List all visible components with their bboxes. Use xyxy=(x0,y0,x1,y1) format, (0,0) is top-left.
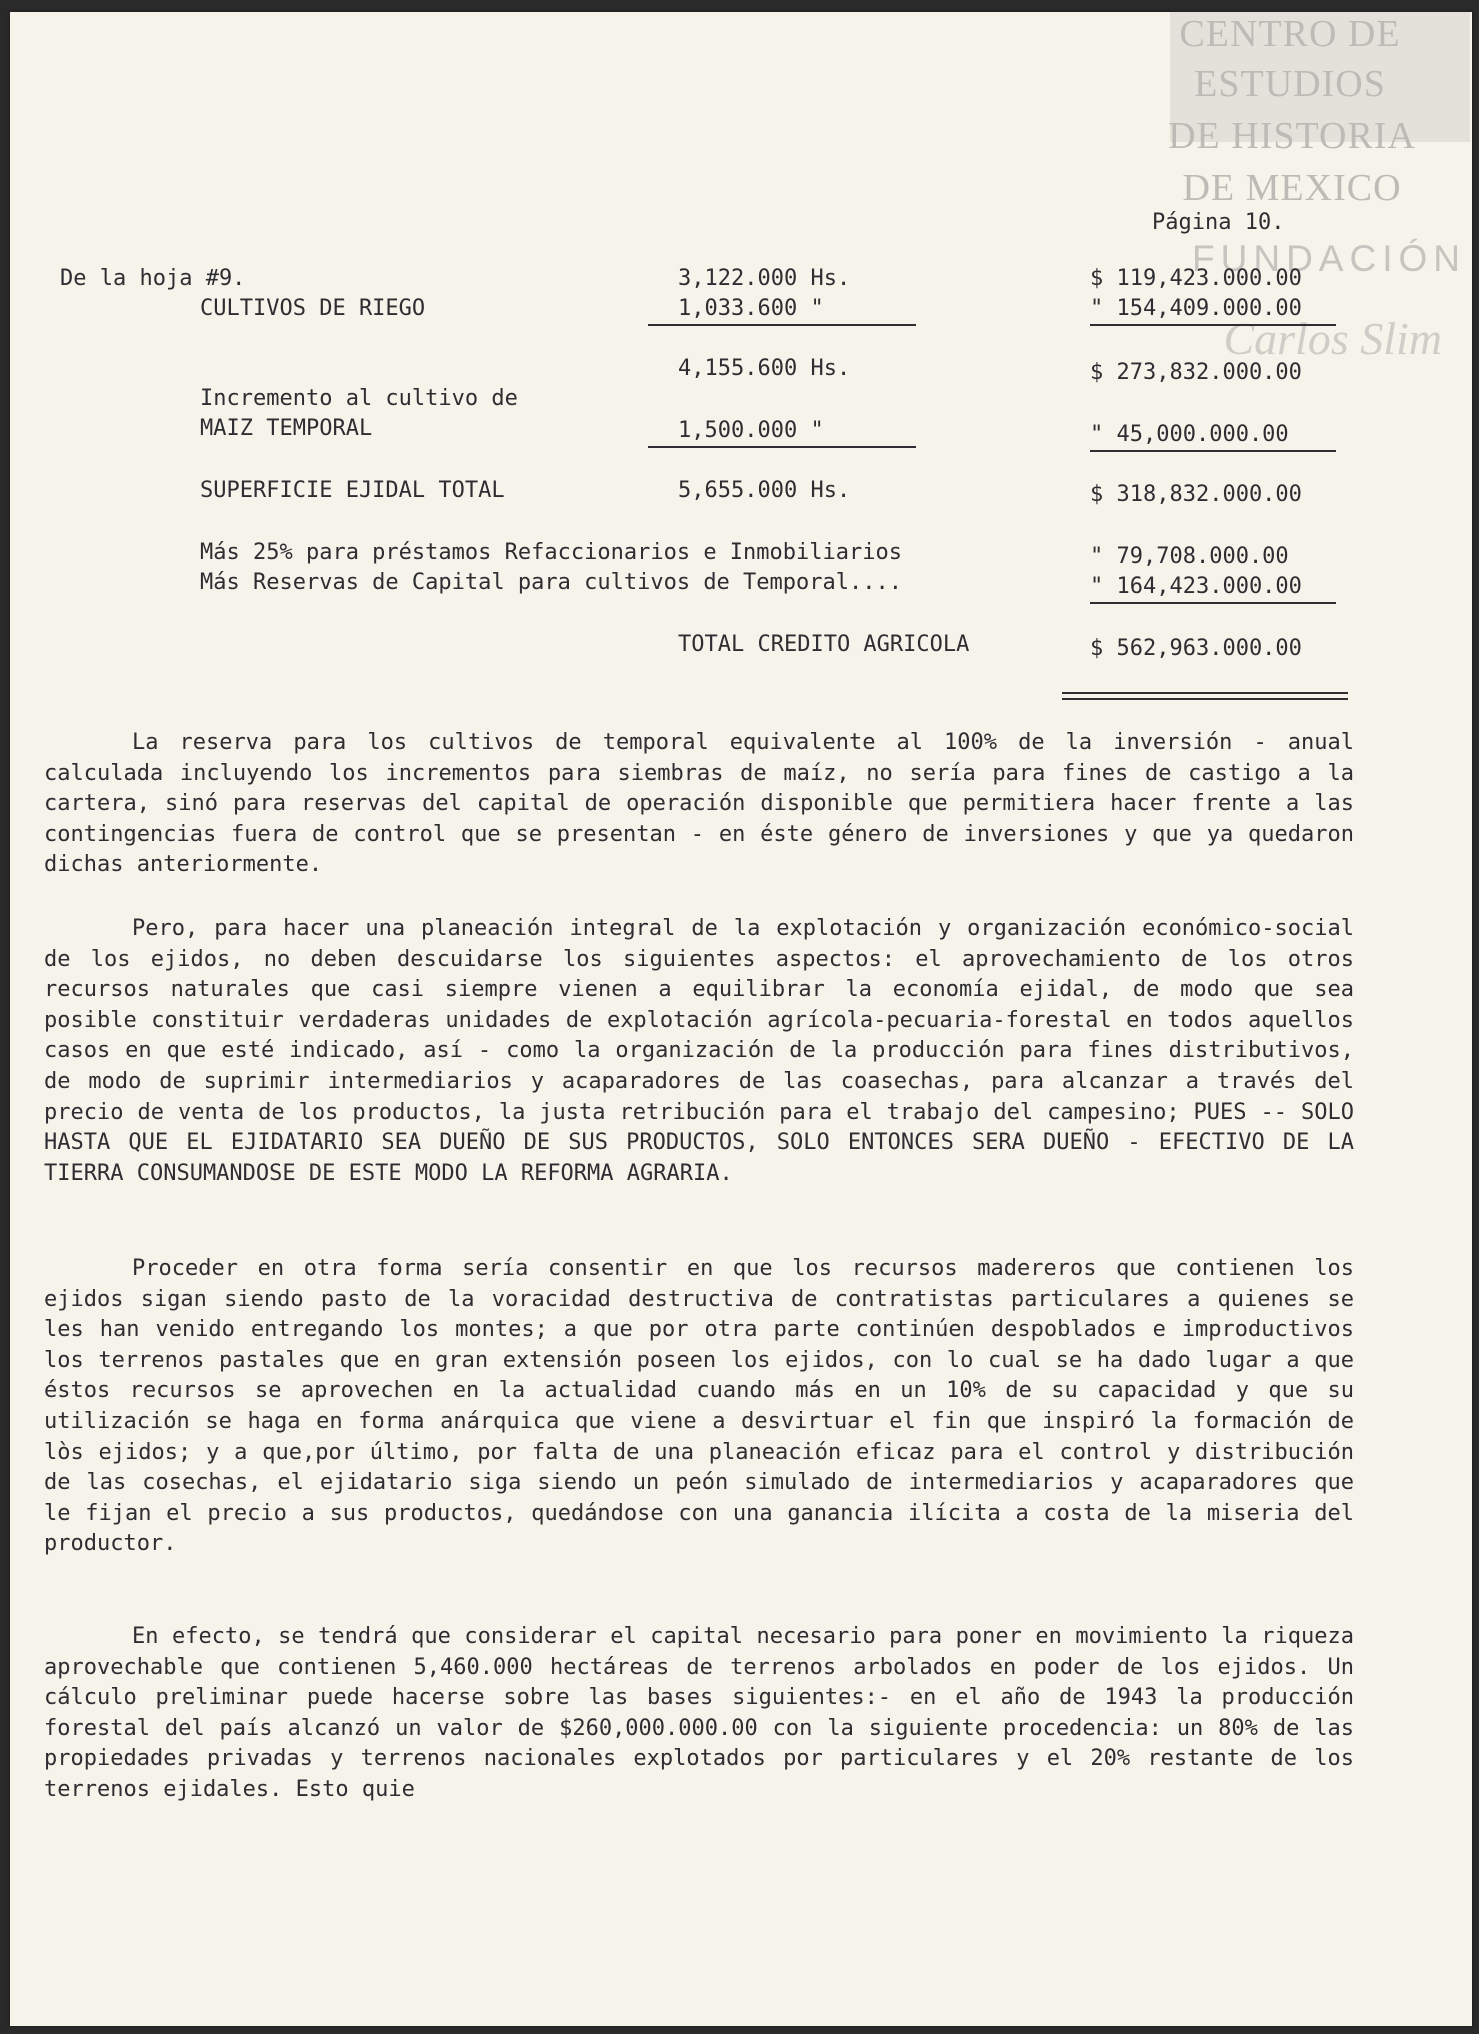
irrigation-label: CULTIVOS DE RIEGO xyxy=(200,296,426,321)
total-surface-amount: $ 318,832.000.00 xyxy=(1090,482,1302,507)
watermark-line: ESTUDIOS xyxy=(1194,63,1386,105)
increment-label: Incremento al cultivo de xyxy=(200,386,518,411)
total-surface-label: SUPERFICIE EJIDAL TOTAL xyxy=(200,478,505,503)
watermark-foundation: FUNDACIÓN xyxy=(1192,238,1466,279)
paragraph: Proceder en otra forma sería consentir en que los recursos madereros que contienen los ejidos sigan siendo pasto de la voracidad destructiva de contratistas particulares a quienes se les han venido entregando los montes; a que por otra parte continúen despoblados e improductivos los terrenos pastales que en gran extensión poseen los ejidos, con lo cual se ha dado lugar a que éstos recursos se aprovechen en la actualidad cuando más en un 10% de su capacidad y que su utilización se haga en forma anárquica que viene a desvirtuar el fin que inspiró la formación de lòs ejidos; y a que,por último, por falta de una planeación eficaz para el control y distribución de las cosechas, el ejidatario siga siendo un peón simulado de intermediarios y acaparadores que le fijan el precio a sus productos, quedándose con una ganancia ilícita a costa de la miseria del productor. xyxy=(44,1256,1354,1557)
sheet-amount: $ 119,423.000.00 xyxy=(1090,266,1302,291)
reserves-amount: " 164,423.000.00 xyxy=(1090,572,1336,604)
total-credit-amount: $ 562,963.000.00 xyxy=(1090,636,1302,661)
document-page xyxy=(10,12,1472,2026)
irrigation-area: 1,033.600 " xyxy=(648,294,916,326)
loans-label: Más 25% para préstamos Refaccionarios e Inmobiliarios xyxy=(200,540,902,565)
watermark-line: DE MEXICO xyxy=(1182,167,1402,209)
loans-amount: " 79,708.000.00 xyxy=(1090,544,1289,569)
watermark-line: DE HISTORIA xyxy=(1168,115,1416,157)
subtotal-amount: $ 273,832.000.00 xyxy=(1090,360,1302,385)
total-surface-area: 5,655.000 Hs. xyxy=(678,478,851,503)
irrigation-amount: " 154,409.000.00 xyxy=(1090,294,1336,326)
paragraph: La reserva para los cultivos de temporal equivalente al 100% de la inversión - anual calculada incluyendo los incrementos para siembras de maíz, no sería para fines de castigo a la cartera, sinó para reservas del capital de operación disponible que permitiera hacer frente a las contingencias fuera de control que se presentan - en éste género de inversiones y que ya quedaron dichas anteriormente. xyxy=(44,730,1354,878)
double-underline-top xyxy=(1062,692,1348,694)
watermark-line: CENTRO DE xyxy=(1179,13,1401,55)
paragraph: Pero, para hacer una planeación integral de la explotación y organización económico-social de los ejidos, no deben descuidarse los siguientes aspectos: el aprovechamiento de los otros recursos naturales que casi siempre vienen a equilibrar la economía ejidal, de modo que sea posible constituir verdaderas unidades de explotación agrícola-pecuaria-forestal en todos aquellos casos en que esté indicado, así - como la organización de la producción para fines distributivos, de modo de suprimir intermediarios y acaparadores de las coasechas, para alcanzar a través del precio de venta de los productos, la justa retribución para el trabajo del campesino; PUES -- SOLO HASTA QUE EL EJIDATARIO SEA DUEÑO DE SUS PRODUCTOS, SOLO ENTONCES SERA DUEÑO - EFECTIVO DE LA TIERRA CONSUMANDOSE DE ESTE MODO LA REFORMA AGRARIA. xyxy=(44,916,1354,1186)
watermark-signature: Carlos Slim xyxy=(1223,313,1442,364)
double-underline-bottom xyxy=(1062,698,1348,700)
reserves-label: Más Reservas de Capital para cultivos de Temporal.... xyxy=(200,570,902,595)
increment-area: 1,500.000 " xyxy=(648,416,916,448)
subtotal-area: 4,155.600 Hs. xyxy=(678,356,851,381)
page-number: Página 10. xyxy=(1152,210,1285,235)
total-credit-label: TOTAL CREDITO AGRICOLA xyxy=(678,632,970,657)
sheet-area: 3,122.000 Hs. xyxy=(678,266,851,291)
paragraph: En efecto, se tendrá que considerar el capital necesario para poner en movimiento la riqueza aprovechable que contienen 5,460.000 hectáreas de terrenos arbolados en poder de los ejidos. Un cálculo preliminar puede hacerse sobre las bases siguientes:- en el año de 1943 la producción forestal del país alcanzó un valor de $260,000.000.00 con la siguiente procedencia: un 80% de las propiedades privadas y terrenos nacionales explotados por particulares y el 20% restante de los terrenos ejidales. Esto quie xyxy=(44,1624,1354,1802)
from-sheet-label: De la hoja #9. xyxy=(60,266,246,291)
increment-crop-label: MAIZ TEMPORAL xyxy=(200,416,373,441)
increment-amount: " 45,000.000.00 xyxy=(1090,420,1336,452)
